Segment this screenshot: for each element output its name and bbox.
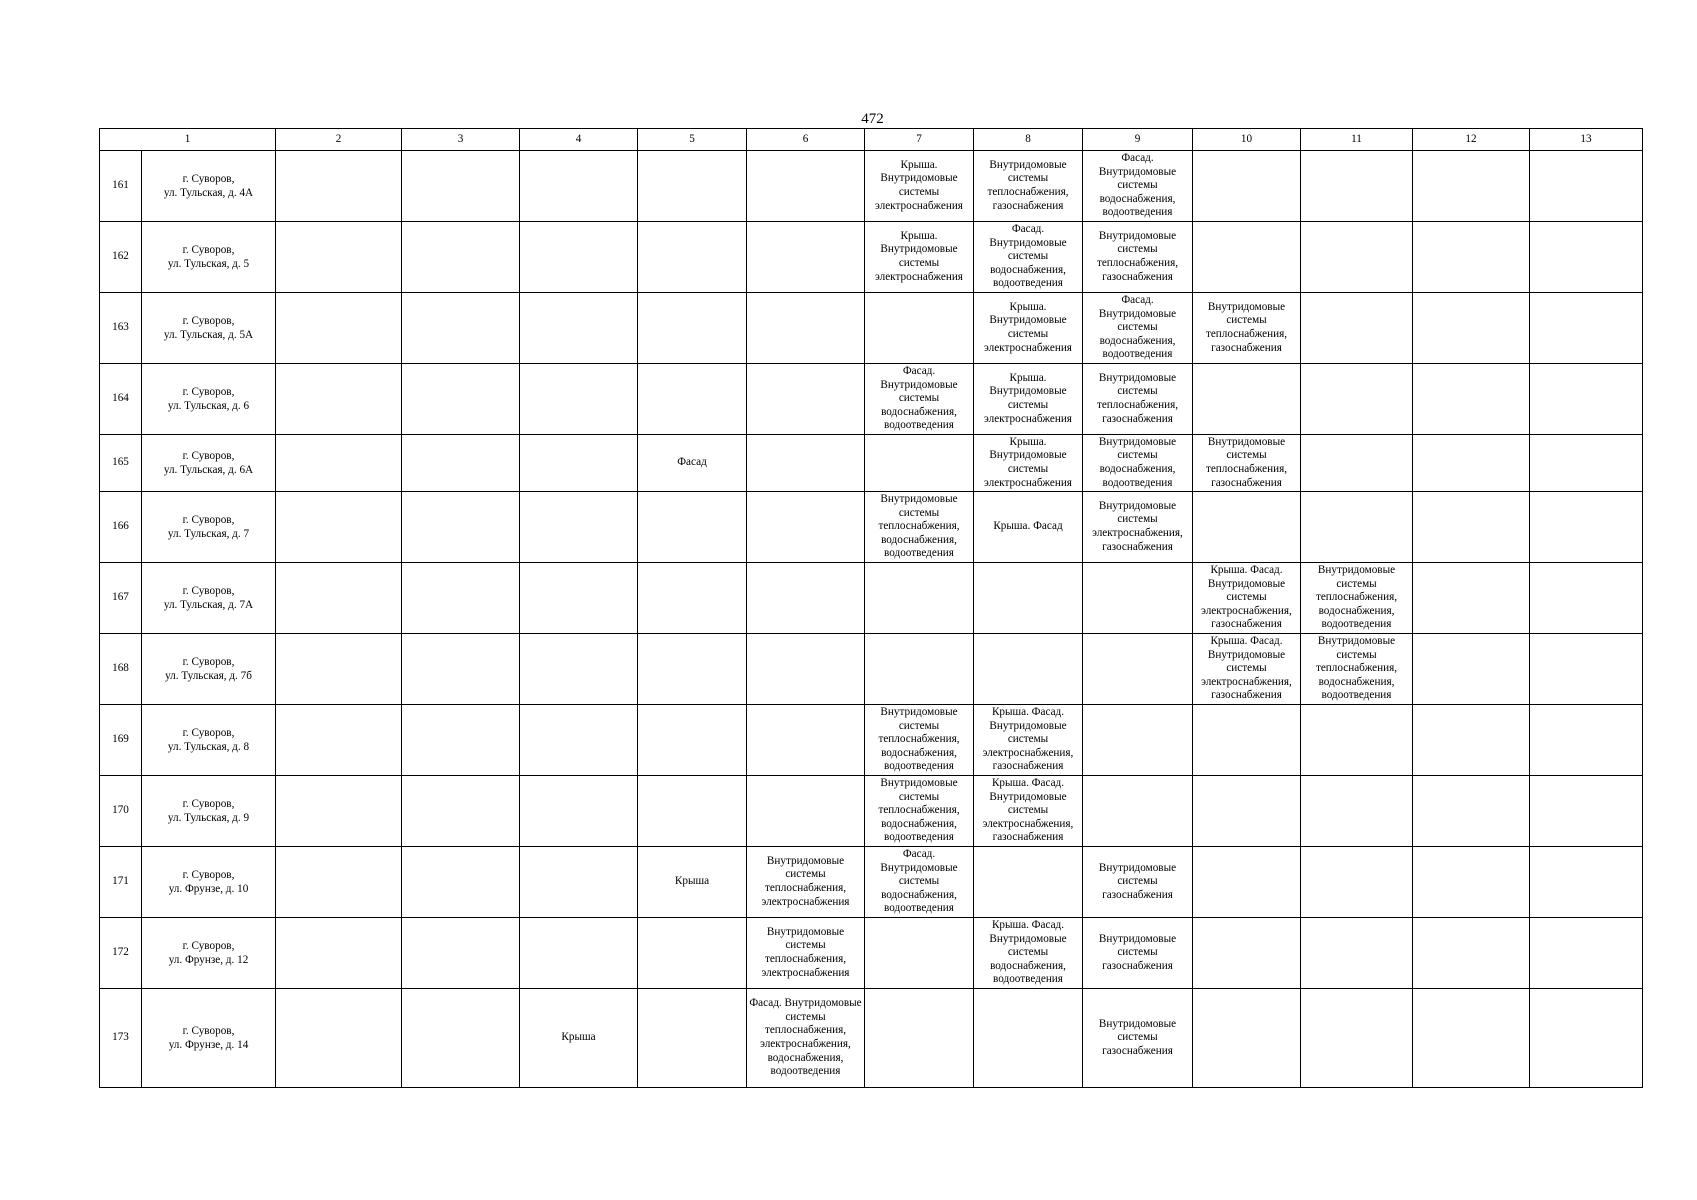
work-cell-col-5 bbox=[638, 776, 747, 847]
work-cell-col-9: Внутридомовые системы газоснабжения bbox=[1083, 989, 1193, 1088]
column-number-2: 2 bbox=[276, 129, 402, 151]
work-cell-col-6 bbox=[747, 776, 865, 847]
work-cell-col-9: Внутридомовые системы водоснабжения, водоотведения bbox=[1083, 435, 1193, 492]
work-cell-col-2 bbox=[276, 847, 402, 918]
work-cell-col-2 bbox=[276, 776, 402, 847]
work-cell-col-2 bbox=[276, 293, 402, 364]
work-cell-col-5 bbox=[638, 151, 747, 222]
work-cell-col-12 bbox=[1413, 776, 1530, 847]
work-cell-col-13 bbox=[1530, 847, 1643, 918]
work-cell-col-10 bbox=[1193, 705, 1301, 776]
table-row bbox=[100, 705, 1643, 776]
work-cell-col-7 bbox=[865, 918, 974, 989]
repair-schedule-table bbox=[99, 128, 1643, 1088]
address-street: ул. Тульская, д. 6 bbox=[167, 400, 250, 412]
work-cell-col-10 bbox=[1193, 776, 1301, 847]
column-number-1: 1 bbox=[100, 129, 276, 151]
work-cell-col-8 bbox=[974, 989, 1083, 1088]
work-cell-col-7 bbox=[865, 634, 974, 705]
address-city: г. Суворов, bbox=[182, 798, 235, 810]
column-number-13: 13 bbox=[1530, 129, 1643, 151]
work-cell-col-4 bbox=[520, 293, 638, 364]
work-cell-col-8 bbox=[974, 634, 1083, 705]
work-cell-col-4 bbox=[520, 435, 638, 492]
work-cell-col-5 bbox=[638, 563, 747, 634]
work-cell-col-5 bbox=[638, 918, 747, 989]
work-cell-col-9: Внутридомовые системы электроснабжения, газоснабжения bbox=[1083, 492, 1193, 563]
column-number-6: 6 bbox=[747, 129, 865, 151]
work-cell-col-13 bbox=[1530, 364, 1643, 435]
column-number-10: 10 bbox=[1193, 129, 1301, 151]
work-cell-col-3 bbox=[402, 222, 520, 293]
work-cell-col-10: Внутридомовые системы теплоснабжения, газоснабжения bbox=[1193, 435, 1301, 492]
work-cell-col-11 bbox=[1301, 705, 1413, 776]
address-street: ул. Тульская, д. 7 bbox=[167, 528, 250, 540]
work-cell-col-4 bbox=[520, 847, 638, 918]
address-city: г. Суворов, bbox=[182, 315, 235, 327]
work-cell-col-11 bbox=[1301, 989, 1413, 1088]
work-cell-col-3 bbox=[402, 364, 520, 435]
table-row bbox=[100, 222, 1643, 293]
row-number: 162 bbox=[100, 222, 142, 293]
row-number: 167 bbox=[100, 563, 142, 634]
work-cell-col-8: Крыша. Внутридомовые системы электроснабжения bbox=[974, 293, 1083, 364]
work-cell-col-6 bbox=[747, 364, 865, 435]
address-cell bbox=[142, 847, 276, 918]
table-row bbox=[100, 634, 1643, 705]
work-cell-col-5 bbox=[638, 293, 747, 364]
work-cell-col-6 bbox=[747, 492, 865, 563]
work-cell-col-11 bbox=[1301, 222, 1413, 293]
table-row bbox=[100, 847, 1643, 918]
work-cell-col-7: Фасад. Внутридомовые системы водоснабжения, водоотведения bbox=[865, 847, 974, 918]
table-row bbox=[100, 776, 1643, 847]
work-cell-col-13 bbox=[1530, 563, 1643, 634]
column-number-3: 3 bbox=[402, 129, 520, 151]
work-cell-col-3 bbox=[402, 492, 520, 563]
work-cell-col-7: Крыша. Внутридомовые системы электроснабжения bbox=[865, 222, 974, 293]
work-cell-col-8: Крыша. Внутридомовые системы электроснабжения bbox=[974, 435, 1083, 492]
work-cell-col-11 bbox=[1301, 435, 1413, 492]
address-cell bbox=[142, 705, 276, 776]
column-number-4: 4 bbox=[520, 129, 638, 151]
row-number: 170 bbox=[100, 776, 142, 847]
work-cell-col-8 bbox=[974, 563, 1083, 634]
address-city: г. Суворов, bbox=[182, 514, 235, 526]
work-cell-col-12 bbox=[1413, 435, 1530, 492]
work-cell-col-10: Крыша. Фасад. Внутридомовые системы электроснабжения, газоснабжения bbox=[1193, 563, 1301, 634]
work-cell-col-10 bbox=[1193, 492, 1301, 563]
column-number-9: 9 bbox=[1083, 129, 1193, 151]
work-cell-col-5 bbox=[638, 989, 747, 1088]
work-cell-col-13 bbox=[1530, 435, 1643, 492]
work-cell-col-7 bbox=[865, 989, 974, 1088]
work-cell-col-6 bbox=[747, 435, 865, 492]
work-cell-col-11 bbox=[1301, 151, 1413, 222]
page-number: 472 bbox=[861, 111, 884, 127]
work-cell-col-4 bbox=[520, 492, 638, 563]
work-cell-col-10 bbox=[1193, 151, 1301, 222]
work-cell-col-10 bbox=[1193, 222, 1301, 293]
row-number: 173 bbox=[100, 989, 142, 1088]
column-number-12: 12 bbox=[1413, 129, 1530, 151]
address-street: ул. Фрунзе, д. 14 bbox=[168, 1039, 249, 1051]
column-number-11: 11 bbox=[1301, 129, 1413, 151]
column-number-row bbox=[100, 129, 1643, 151]
work-cell-col-10 bbox=[1193, 989, 1301, 1088]
work-cell-col-12 bbox=[1413, 364, 1530, 435]
work-cell-col-12 bbox=[1413, 918, 1530, 989]
work-cell-col-8: Крыша. Фасад. Внутридомовые системы водоснабжения, водоотведения bbox=[974, 918, 1083, 989]
address-city: г. Суворов, bbox=[182, 450, 235, 462]
work-cell-col-13 bbox=[1530, 918, 1643, 989]
column-number-5: 5 bbox=[638, 129, 747, 151]
address-street: ул. Тульская, д. 6А bbox=[163, 464, 254, 476]
work-cell-col-8: Фасад. Внутридомовые системы водоснабжения, водоотведения bbox=[974, 222, 1083, 293]
work-cell-col-4 bbox=[520, 918, 638, 989]
address-cell bbox=[142, 222, 276, 293]
work-cell-col-2 bbox=[276, 634, 402, 705]
table-row bbox=[100, 918, 1643, 989]
work-cell-col-12 bbox=[1413, 222, 1530, 293]
work-cell-col-13 bbox=[1530, 634, 1643, 705]
work-cell-col-2 bbox=[276, 492, 402, 563]
row-number: 163 bbox=[100, 293, 142, 364]
table-row bbox=[100, 293, 1643, 364]
work-cell-col-4 bbox=[520, 634, 638, 705]
work-cell-col-2 bbox=[276, 563, 402, 634]
work-cell-col-8: Крыша. Фасад bbox=[974, 492, 1083, 563]
row-number: 169 bbox=[100, 705, 142, 776]
work-cell-col-6: Фасад. Внутридомовые системы теплоснабжения, электроснабжения, водоснабжения, водоотведения bbox=[747, 989, 865, 1088]
work-cell-col-2 bbox=[276, 705, 402, 776]
table-body bbox=[100, 129, 1643, 1088]
work-cell-col-13 bbox=[1530, 492, 1643, 563]
work-cell-col-13 bbox=[1530, 989, 1643, 1088]
work-cell-col-12 bbox=[1413, 492, 1530, 563]
work-cell-col-5: Фасад bbox=[638, 435, 747, 492]
work-cell-col-12 bbox=[1413, 634, 1530, 705]
work-cell-col-4 bbox=[520, 151, 638, 222]
work-cell-col-7: Крыша. Внутридомовые системы электроснабжения bbox=[865, 151, 974, 222]
address-street: ул. Фрунзе, д. 10 bbox=[168, 883, 249, 895]
work-cell-col-9: Внутридомовые системы газоснабжения bbox=[1083, 918, 1193, 989]
row-number: 172 bbox=[100, 918, 142, 989]
work-cell-col-3 bbox=[402, 634, 520, 705]
work-cell-col-3 bbox=[402, 847, 520, 918]
work-cell-col-9 bbox=[1083, 705, 1193, 776]
work-cell-col-11 bbox=[1301, 847, 1413, 918]
work-cell-col-2 bbox=[276, 435, 402, 492]
address-cell bbox=[142, 563, 276, 634]
work-cell-col-10: Внутридомовые системы теплоснабжения, газоснабжения bbox=[1193, 293, 1301, 364]
work-cell-col-5 bbox=[638, 364, 747, 435]
row-number: 168 bbox=[100, 634, 142, 705]
work-cell-col-4 bbox=[520, 705, 638, 776]
table-row bbox=[100, 492, 1643, 563]
work-cell-col-12 bbox=[1413, 151, 1530, 222]
row-number: 161 bbox=[100, 151, 142, 222]
work-cell-col-13 bbox=[1530, 293, 1643, 364]
work-cell-col-12 bbox=[1413, 563, 1530, 634]
table-row bbox=[100, 435, 1643, 492]
work-cell-col-10 bbox=[1193, 847, 1301, 918]
address-cell bbox=[142, 492, 276, 563]
address-cell bbox=[142, 364, 276, 435]
work-cell-col-12 bbox=[1413, 705, 1530, 776]
address-city: г. Суворов, bbox=[182, 1025, 235, 1037]
work-cell-col-11: Внутридомовые системы теплоснабжения, водоснабжения, водоотведения bbox=[1301, 563, 1413, 634]
work-cell-col-11 bbox=[1301, 364, 1413, 435]
address-city: г. Суворов, bbox=[182, 173, 235, 185]
work-cell-col-10 bbox=[1193, 918, 1301, 989]
work-cell-col-9: Внутридомовые системы газоснабжения bbox=[1083, 847, 1193, 918]
address-city: г. Суворов, bbox=[182, 585, 235, 597]
work-cell-col-7: Фасад. Внутридомовые системы водоснабжения, водоотведения bbox=[865, 364, 974, 435]
work-cell-col-4 bbox=[520, 563, 638, 634]
work-cell-col-3 bbox=[402, 918, 520, 989]
row-number: 166 bbox=[100, 492, 142, 563]
address-cell bbox=[142, 634, 276, 705]
work-cell-col-3 bbox=[402, 776, 520, 847]
address-street: ул. Тульская, д. 9 bbox=[167, 812, 250, 824]
work-cell-col-2 bbox=[276, 364, 402, 435]
work-cell-col-2 bbox=[276, 151, 402, 222]
work-cell-col-8 bbox=[974, 847, 1083, 918]
work-cell-col-3 bbox=[402, 293, 520, 364]
work-cell-col-5 bbox=[638, 222, 747, 293]
table-row bbox=[100, 151, 1643, 222]
work-cell-col-4 bbox=[520, 364, 638, 435]
work-cell-col-9: Внутридомовые системы теплоснабжения, газоснабжения bbox=[1083, 364, 1193, 435]
work-cell-col-8: Крыша. Фасад. Внутридомовые системы электроснабжения, газоснабжения bbox=[974, 705, 1083, 776]
row-number: 165 bbox=[100, 435, 142, 492]
work-cell-col-7: Внутридомовые системы теплоснабжения, водоснабжения, водоотведения bbox=[865, 776, 974, 847]
row-number: 171 bbox=[100, 847, 142, 918]
work-cell-col-7: Внутридомовые системы теплоснабжения, водоснабжения, водоотведения bbox=[865, 705, 974, 776]
work-cell-col-11 bbox=[1301, 918, 1413, 989]
address-city: г. Суворов, bbox=[182, 656, 235, 668]
work-cell-col-12 bbox=[1413, 847, 1530, 918]
work-cell-col-6 bbox=[747, 222, 865, 293]
address-street: ул. Тульская, д. 5 bbox=[167, 258, 250, 270]
work-cell-col-13 bbox=[1530, 776, 1643, 847]
work-cell-col-9 bbox=[1083, 776, 1193, 847]
work-cell-col-5 bbox=[638, 634, 747, 705]
work-cell-col-6 bbox=[747, 293, 865, 364]
address-cell bbox=[142, 918, 276, 989]
work-cell-col-3 bbox=[402, 151, 520, 222]
work-cell-col-2 bbox=[276, 989, 402, 1088]
work-cell-col-13 bbox=[1530, 705, 1643, 776]
work-cell-col-11 bbox=[1301, 492, 1413, 563]
work-cell-col-4: Крыша bbox=[520, 989, 638, 1088]
work-cell-col-4 bbox=[520, 776, 638, 847]
work-cell-col-5 bbox=[638, 705, 747, 776]
row-number: 164 bbox=[100, 364, 142, 435]
work-cell-col-10: Крыша. Фасад. Внутридомовые системы электроснабжения, газоснабжения bbox=[1193, 634, 1301, 705]
address-street: ул. Тульская, д. 5А bbox=[163, 329, 254, 341]
address-city: г. Суворов, bbox=[182, 386, 235, 398]
work-cell-col-3 bbox=[402, 705, 520, 776]
address-cell bbox=[142, 435, 276, 492]
work-cell-col-8: Крыша. Внутридомовые системы электроснабжения bbox=[974, 364, 1083, 435]
work-cell-col-11 bbox=[1301, 776, 1413, 847]
work-cell-col-7 bbox=[865, 293, 974, 364]
work-cell-col-6 bbox=[747, 705, 865, 776]
work-cell-col-10 bbox=[1193, 364, 1301, 435]
work-cell-col-6 bbox=[747, 151, 865, 222]
work-cell-col-9 bbox=[1083, 563, 1193, 634]
work-cell-col-3 bbox=[402, 563, 520, 634]
work-cell-col-4 bbox=[520, 222, 638, 293]
column-number-7: 7 bbox=[865, 129, 974, 151]
address-street: ул. Фрунзе, д. 12 bbox=[168, 954, 249, 966]
table-row bbox=[100, 989, 1643, 1088]
work-cell-col-6 bbox=[747, 634, 865, 705]
address-cell bbox=[142, 293, 276, 364]
work-cell-col-3 bbox=[402, 989, 520, 1088]
work-cell-col-13 bbox=[1530, 151, 1643, 222]
column-number-8: 8 bbox=[974, 129, 1083, 151]
work-cell-col-2 bbox=[276, 222, 402, 293]
work-cell-col-8: Крыша. Фасад. Внутридомовые системы электроснабжения, газоснабжения bbox=[974, 776, 1083, 847]
work-cell-col-11 bbox=[1301, 293, 1413, 364]
work-cell-col-12 bbox=[1413, 989, 1530, 1088]
address-cell bbox=[142, 776, 276, 847]
address-city: г. Суворов, bbox=[182, 727, 235, 739]
work-cell-col-9: Фасад. Внутридомовые системы водоснабжения, водоотведения bbox=[1083, 293, 1193, 364]
work-cell-col-12 bbox=[1413, 293, 1530, 364]
address-street: ул. Тульская, д. 7А bbox=[163, 599, 254, 611]
work-cell-col-8: Внутридомовые системы теплоснабжения, газоснабжения bbox=[974, 151, 1083, 222]
work-cell-col-6: Внутридомовые системы теплоснабжения, электроснабжения bbox=[747, 847, 865, 918]
work-cell-col-6: Внутридомовые системы теплоснабжения, электроснабжения bbox=[747, 918, 865, 989]
work-cell-col-5: Крыша bbox=[638, 847, 747, 918]
work-cell-col-9: Фасад. Внутридомовые системы водоснабжения, водоотведения bbox=[1083, 151, 1193, 222]
address-city: г. Суворов, bbox=[182, 940, 235, 952]
work-cell-col-9: Внутридомовые системы теплоснабжения, газоснабжения bbox=[1083, 222, 1193, 293]
address-cell bbox=[142, 151, 276, 222]
work-cell-col-5 bbox=[638, 492, 747, 563]
address-city: г. Суворов, bbox=[182, 869, 235, 881]
work-cell-col-13 bbox=[1530, 222, 1643, 293]
work-cell-col-11: Внутридомовые системы теплоснабжения, водоснабжения, водоотведения bbox=[1301, 634, 1413, 705]
work-cell-col-9 bbox=[1083, 634, 1193, 705]
address-street: ул. Тульская, д. 4А bbox=[163, 187, 254, 199]
work-cell-col-7 bbox=[865, 563, 974, 634]
work-cell-col-7: Внутридомовые системы теплоснабжения, водоснабжения, водоотведения bbox=[865, 492, 974, 563]
work-cell-col-6 bbox=[747, 563, 865, 634]
address-cell bbox=[142, 989, 276, 1088]
table-row bbox=[100, 563, 1643, 634]
address-street: ул. Тульская, д. 7б bbox=[165, 670, 252, 682]
table-row bbox=[100, 364, 1643, 435]
work-cell-col-3 bbox=[402, 435, 520, 492]
address-street: ул. Тульская, д. 8 bbox=[167, 741, 250, 753]
address-city: г. Суворов, bbox=[182, 244, 235, 256]
work-cell-col-7 bbox=[865, 435, 974, 492]
work-cell-col-2 bbox=[276, 918, 402, 989]
